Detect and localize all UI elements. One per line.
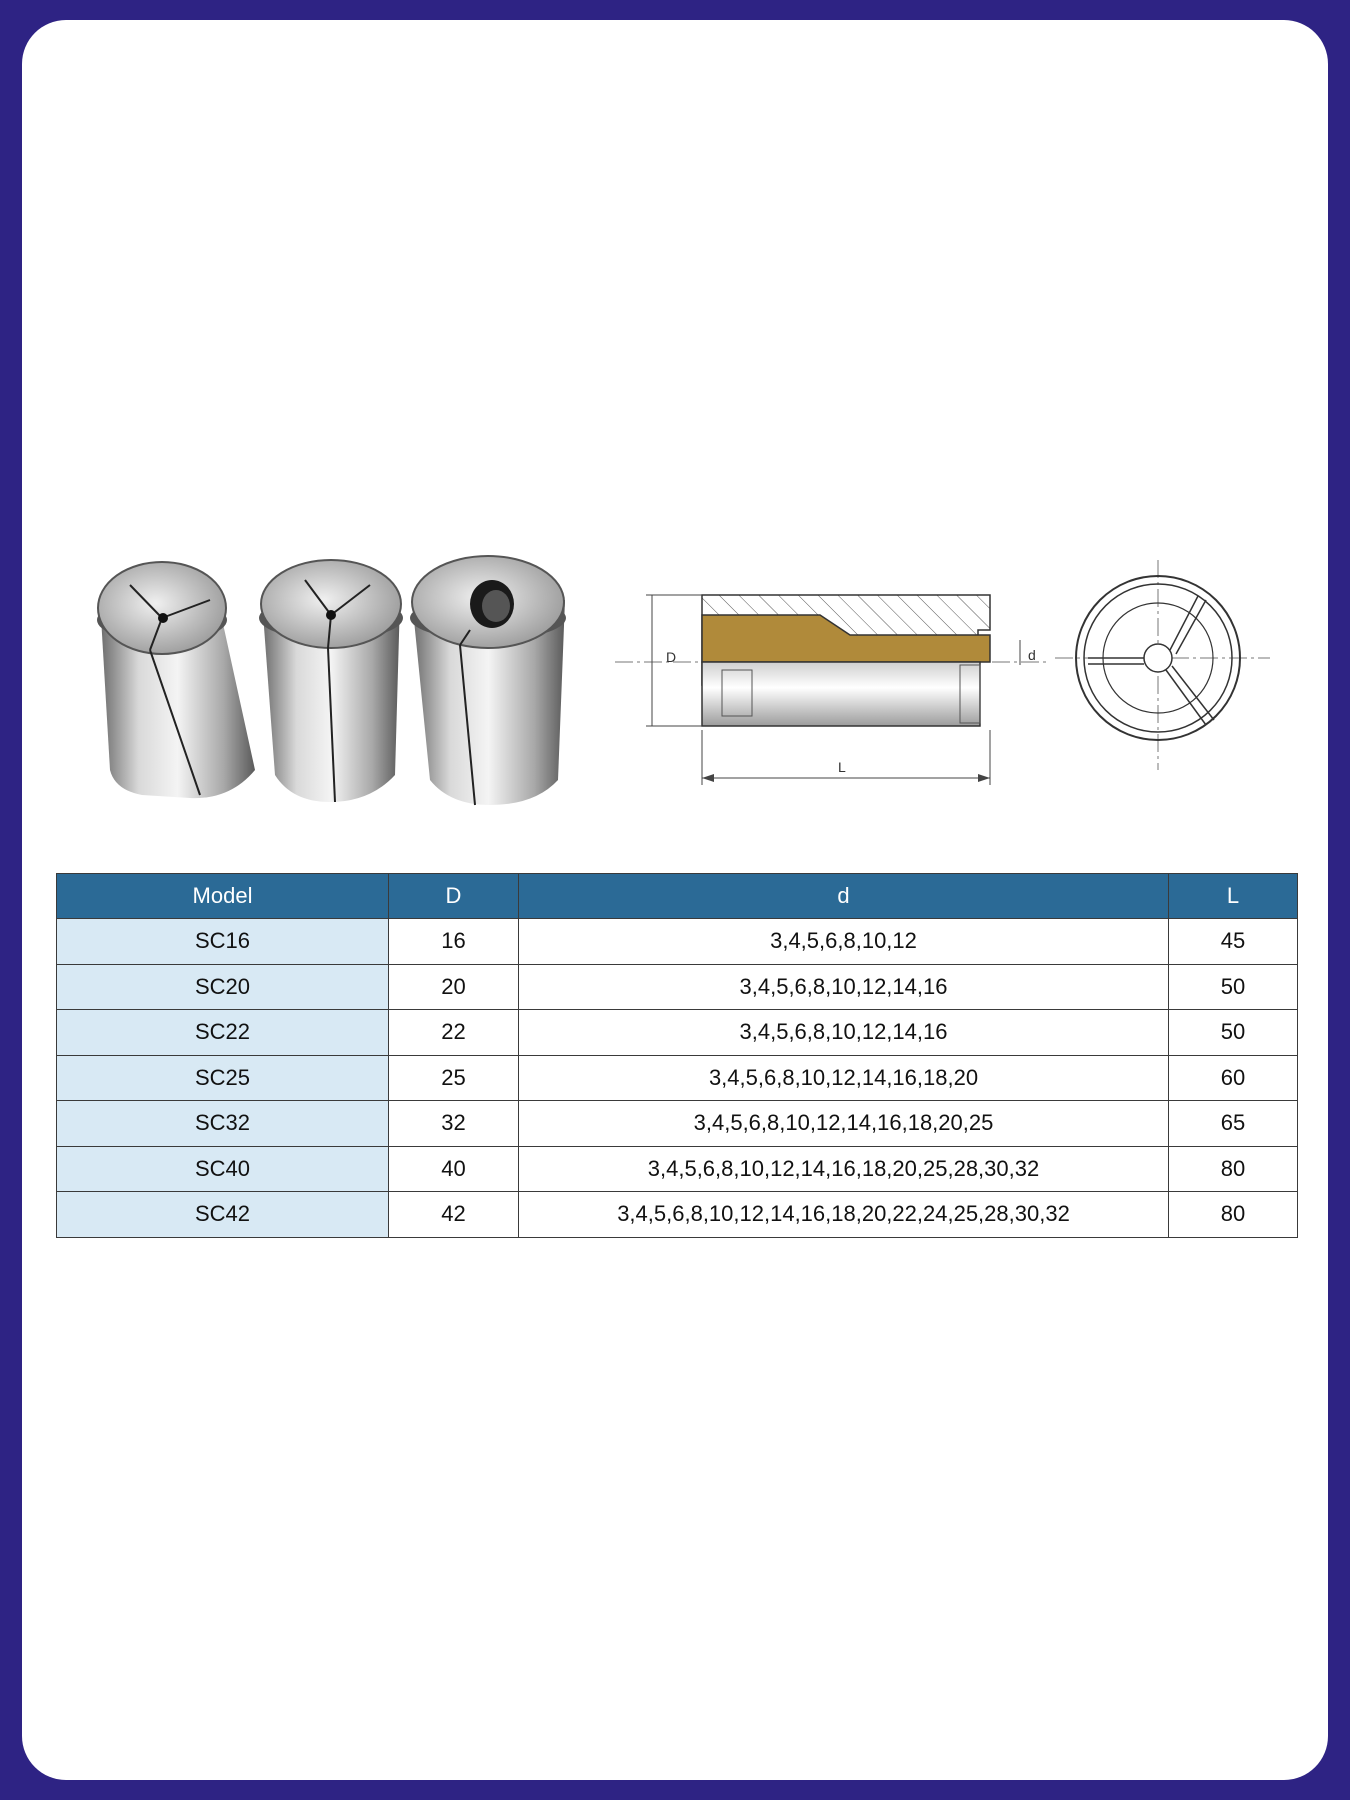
- cell-D: 42: [389, 1192, 519, 1238]
- table-row: [57, 919, 1298, 965]
- cell-L: 50: [1169, 964, 1298, 1010]
- cell-model: SC22: [57, 1010, 389, 1056]
- collet-photo-3: [410, 556, 566, 805]
- header-d: d: [519, 874, 1169, 919]
- cell-d: 3,4,5,6,8,10,12,14,16: [519, 964, 1169, 1010]
- cell-L: 80: [1169, 1192, 1298, 1238]
- cell-model: SC42: [57, 1192, 389, 1238]
- cell-L: 45: [1169, 919, 1298, 965]
- cell-d: 3,4,5,6,8,10,12,14,16,18,20,22,24,25,28,30,32: [519, 1192, 1169, 1238]
- cell-d: 3,4,5,6,8,10,12: [519, 919, 1169, 965]
- header-D: D: [389, 874, 519, 919]
- cell-D: 22: [389, 1010, 519, 1056]
- cell-D: 20: [389, 964, 519, 1010]
- cell-model: SC40: [57, 1146, 389, 1192]
- cell-D: 40: [389, 1146, 519, 1192]
- table-row: [57, 1055, 1298, 1101]
- header-L: L: [1169, 874, 1298, 919]
- cell-model: SC20: [57, 964, 389, 1010]
- collet-photo-1: [97, 562, 255, 798]
- table-row: [57, 964, 1298, 1010]
- label-L: L: [838, 759, 846, 775]
- cell-d: 3,4,5,6,8,10,12,14,16,18,20: [519, 1055, 1169, 1101]
- table-row: [57, 1192, 1298, 1238]
- cell-d: 3,4,5,6,8,10,12,14,16: [519, 1010, 1169, 1056]
- cell-L: 80: [1169, 1146, 1298, 1192]
- cell-L: 65: [1169, 1101, 1298, 1147]
- header-model: Model: [57, 874, 389, 919]
- cell-L: 50: [1169, 1010, 1298, 1056]
- label-D: D: [666, 649, 677, 665]
- cell-model: SC32: [57, 1101, 389, 1147]
- cell-D: 16: [389, 919, 519, 965]
- label-d: d: [1028, 647, 1036, 663]
- collet-end-view: [1055, 560, 1270, 770]
- cell-model: SC16: [57, 919, 389, 965]
- table-header-row: [57, 874, 1298, 919]
- table-row: [57, 1101, 1298, 1147]
- cell-d: 3,4,5,6,8,10,12,14,16,18,20,25,28,30,32: [519, 1146, 1169, 1192]
- cell-D: 25: [389, 1055, 519, 1101]
- cell-d: 3,4,5,6,8,10,12,14,16,18,20,25: [519, 1101, 1169, 1147]
- collet-illustration: [30, 540, 1320, 840]
- collet-photo-2: [259, 560, 403, 802]
- collet-section-drawing: [615, 595, 1050, 785]
- cell-D: 32: [389, 1101, 519, 1147]
- table-row: [57, 1010, 1298, 1056]
- cell-L: 60: [1169, 1055, 1298, 1101]
- product-figure: [30, 540, 1320, 840]
- cell-model: SC25: [57, 1055, 389, 1101]
- spec-table: [56, 873, 1298, 1238]
- table-row: [57, 1146, 1298, 1192]
